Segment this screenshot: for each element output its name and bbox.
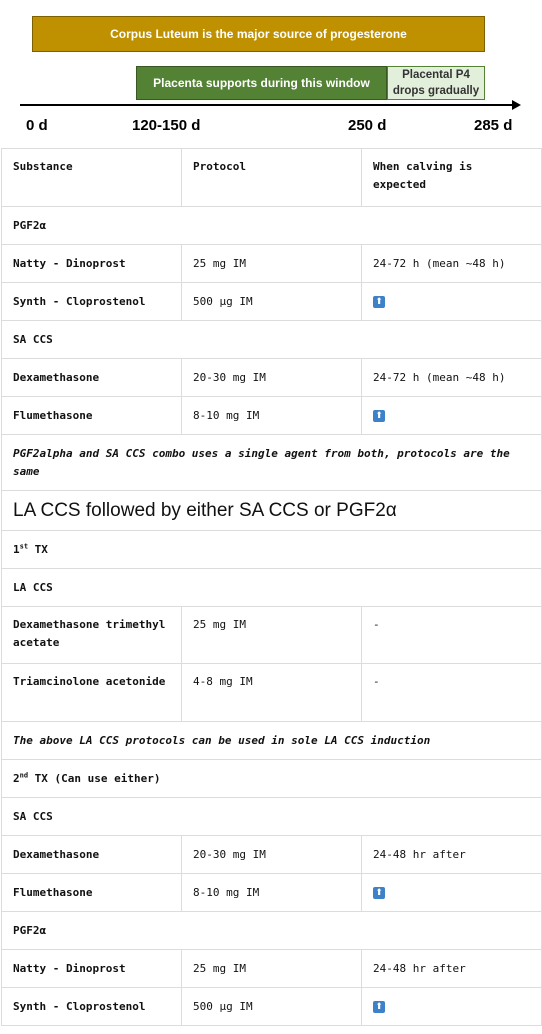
table-row	[2, 664, 542, 722]
la-section-title: LA CCS followed by either SA CCS or PGF2α	[2, 491, 542, 531]
protocol-cell: 20-30 mg IM	[182, 836, 362, 874]
protocol-cell: 25 mg IM	[182, 950, 362, 988]
table-row	[2, 321, 542, 359]
table-row	[2, 950, 542, 988]
axis-arrow-icon	[512, 100, 521, 110]
timeline-diagram	[0, 0, 542, 148]
timeline-axis	[20, 104, 514, 106]
when-cell	[362, 397, 542, 435]
when-cell: -	[362, 607, 542, 664]
tx1-num: 1	[13, 542, 20, 556]
tx2-rest: TX (Can use either)	[28, 771, 161, 785]
same-as-above-icon: ⬆	[373, 410, 385, 422]
protocol-cell: 500 µg IM	[182, 988, 362, 1026]
substance-cell: Dexamethasone trimethyl acetate	[2, 607, 182, 664]
tick-0d: 0 d	[26, 117, 48, 134]
combo-note: PGF2alpha and SA CCS combo uses a single agent from both, protocols are the same	[2, 435, 542, 491]
table-row	[2, 836, 542, 874]
substance-cell: Dexamethasone	[2, 836, 182, 874]
protocol-cell: 20-30 mg IM	[182, 359, 362, 397]
substance-cell: Flumethasone	[2, 397, 182, 435]
when-cell: 24-72 h (mean ~48 h)	[362, 245, 542, 283]
when-cell: 24-48 hr after	[362, 950, 542, 988]
header-substance: Substance	[2, 149, 182, 207]
corpus-luteum-bar: Corpus Luteum is the major source of progesterone	[32, 16, 485, 52]
substance-cell: Natty - Dinoprost	[2, 245, 182, 283]
header-when-calving: When calving is expected	[362, 149, 542, 207]
tx2-num: 2	[13, 771, 20, 785]
table-row	[2, 359, 542, 397]
table-row	[2, 607, 542, 664]
tx1-sup: st	[19, 541, 29, 550]
protocol-cell: 8-10 mg IM	[182, 397, 362, 435]
substance-cell: Natty - Dinoprost	[2, 950, 182, 988]
placental-p4-line1: Placental P4	[402, 69, 470, 81]
table-row	[2, 283, 542, 321]
header-protocol: Protocol	[182, 149, 362, 207]
substance-cell: Triamcinolone acetonide	[2, 664, 182, 722]
substance-cell: Dexamethasone	[2, 359, 182, 397]
placental-p4-bar	[387, 66, 485, 100]
substance-cell: Flumethasone	[2, 874, 182, 912]
section-sa-ccs-2: SA CCS	[2, 798, 542, 836]
section-1st-tx	[2, 531, 542, 569]
table-row	[2, 531, 542, 569]
tick-120-150d: 120-150 d	[132, 117, 201, 134]
tx2-sup: nd	[19, 770, 29, 779]
table-row	[2, 798, 542, 836]
when-cell	[362, 283, 542, 321]
section-sa-ccs: SA CCS	[2, 321, 542, 359]
table-row	[2, 988, 542, 1026]
protocol-table	[1, 148, 542, 1026]
protocol-cell: 25 mg IM	[182, 245, 362, 283]
same-as-above-icon: ⬆	[373, 296, 385, 308]
table-row	[2, 207, 542, 245]
when-cell	[362, 874, 542, 912]
same-as-above-icon: ⬆	[373, 887, 385, 899]
when-cell: -	[362, 664, 542, 722]
table-row	[2, 491, 542, 531]
table-header-row	[2, 149, 542, 207]
when-cell: 24-48 hr after	[362, 836, 542, 874]
tick-250d: 250 d	[348, 117, 387, 134]
table-row	[2, 569, 542, 607]
protocol-cell: 8-10 mg IM	[182, 874, 362, 912]
la-note: The above LA CCS protocols can be used in sole LA CCS induction	[2, 722, 542, 760]
same-as-above-icon: ⬆	[373, 1001, 385, 1013]
when-cell	[362, 988, 542, 1026]
section-pgf2a: PGF2α	[2, 207, 542, 245]
substance-cell: Synth - Cloprostenol	[2, 283, 182, 321]
table-row	[2, 245, 542, 283]
protocol-cell: 25 mg IM	[182, 607, 362, 664]
table-row	[2, 760, 542, 798]
table-row	[2, 397, 542, 435]
section-la-ccs: LA CCS	[2, 569, 542, 607]
table-row	[2, 722, 542, 760]
table-row	[2, 912, 542, 950]
tick-285d: 285 d	[474, 117, 513, 134]
protocol-cell: 500 µg IM	[182, 283, 362, 321]
placental-p4-line2: drops gradually	[392, 85, 480, 97]
section-2nd-tx	[2, 760, 542, 798]
table-row	[2, 874, 542, 912]
placenta-window-bar: Placenta supports during this window	[136, 66, 387, 100]
table-row	[2, 435, 542, 491]
protocol-cell: 4-8 mg IM	[182, 664, 362, 722]
section-pgf2a-2: PGF2α	[2, 912, 542, 950]
substance-cell: Synth - Cloprostenol	[2, 988, 182, 1026]
when-cell: 24-72 h (mean ~48 h)	[362, 359, 542, 397]
tx1-rest: TX	[28, 542, 48, 556]
